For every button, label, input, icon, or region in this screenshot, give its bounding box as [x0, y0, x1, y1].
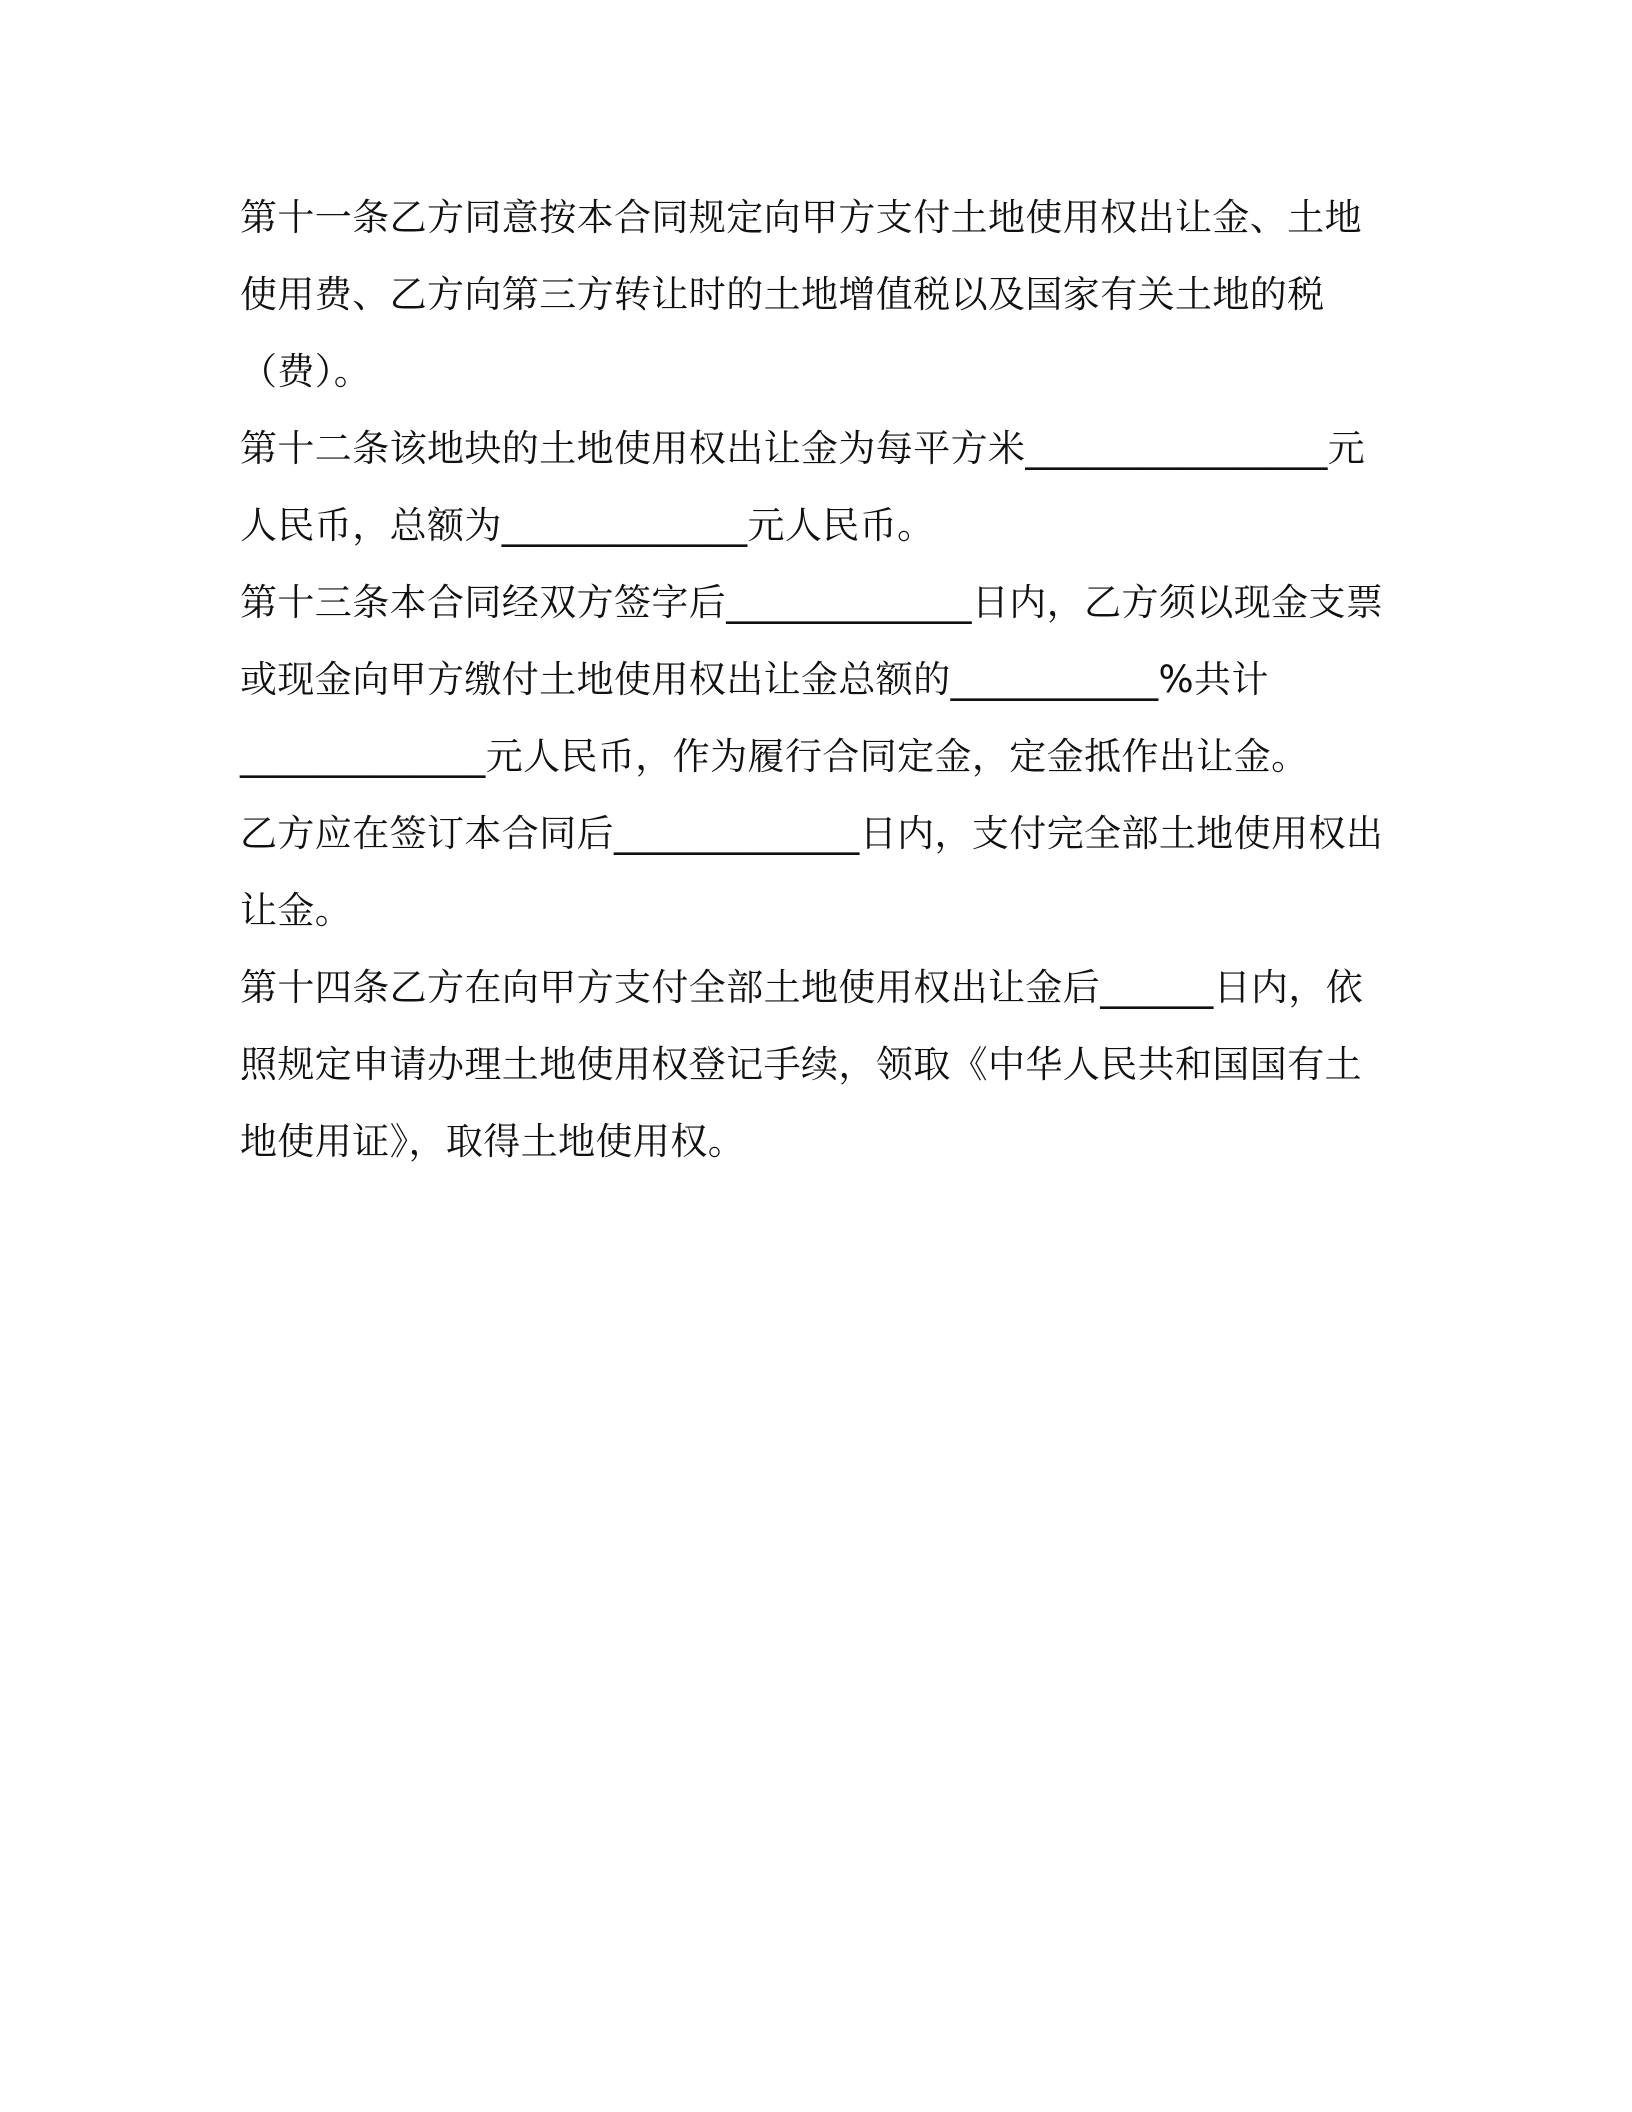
text-line: 地使用证》，取得土地使用权。	[240, 1120, 746, 1163]
text-line: 人民币，总额为_____________元人民币。	[240, 504, 935, 547]
text-line: 第十二条该地块的土地使用权出让金为每平方米________________元	[240, 427, 1366, 470]
text-line: （费）。	[240, 350, 372, 393]
text-line: 让金。	[240, 889, 353, 932]
text-line: _____________元人民币，作为履行合同定金，定金抵作出让金。	[240, 735, 1309, 778]
text-line: 第十一条乙方同意按本合同规定向甲方支付土地使用权出让金、土地	[240, 196, 1362, 239]
text-line: 第十三条本合同经双方签字后_____________日内，乙方须以现金支票	[240, 581, 1384, 624]
text-line: 乙方应在签订本合同后_____________日内，支付完全部土地使用权出	[240, 812, 1384, 855]
text-line: 使用费、乙方向第三方转让时的土地增值税以及国家有关土地的税	[240, 273, 1325, 316]
text-line: 或现金向甲方缴付土地使用权出让金总额的___________%共计	[240, 658, 1269, 701]
text-line: 第十四条乙方在向甲方支付全部土地使用权出让金后______日内，依	[240, 966, 1364, 1009]
text-line: 照规定申请办理土地使用权登记手续，领取《中华人民共和国国有土	[240, 1043, 1362, 1086]
